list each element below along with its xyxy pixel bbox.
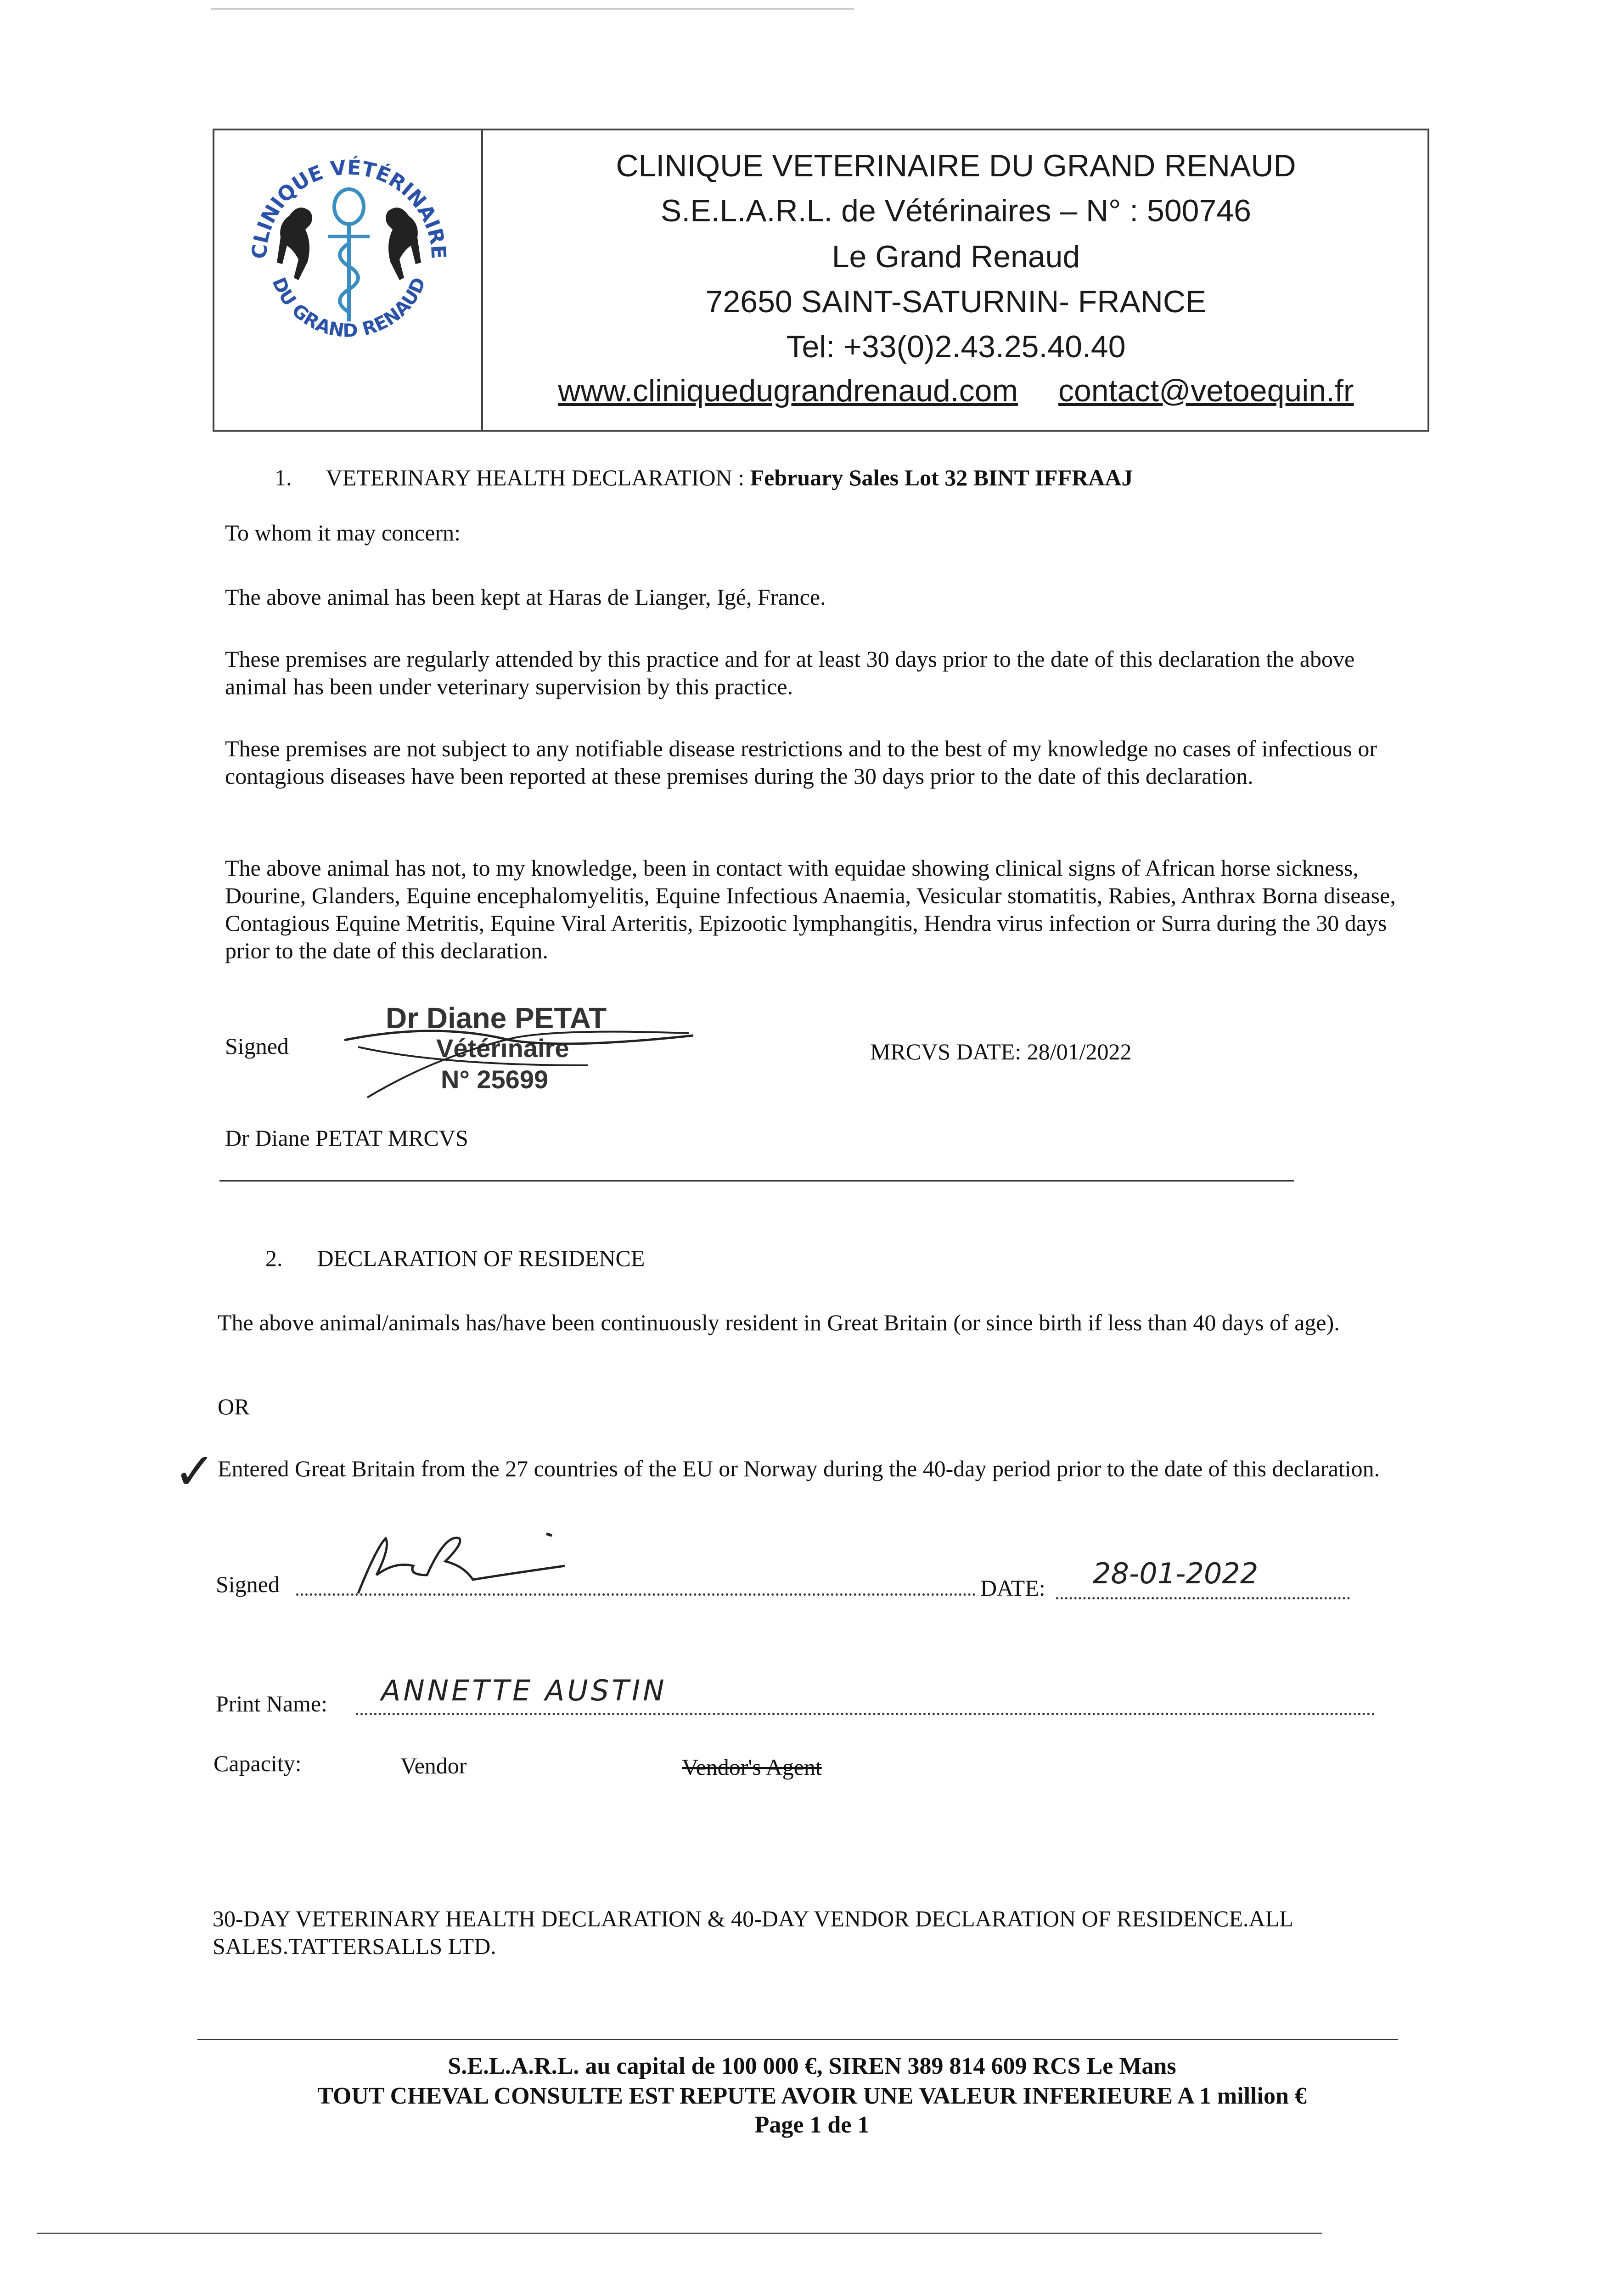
stamp-line-title: Vétérinaire — [436, 1034, 569, 1063]
print-name-field-line — [356, 1713, 1375, 1715]
logo-arc-top-text: CLINIQUE VÉTÉRINAIRE — [247, 156, 450, 260]
capacity-vendor-agent-struck: Vendor's Agent — [682, 1754, 822, 1780]
vet-signatory-name: Dr Diane PETAT MRCVS — [225, 1125, 468, 1151]
clinic-address-line1: Le Grand Renaud — [832, 239, 1080, 274]
date-field-line — [1056, 1597, 1350, 1599]
section-divider — [219, 1180, 1294, 1182]
print-name-value: ANNETTE AUSTIN — [381, 1674, 667, 1707]
stamp-line-name: Dr Diane PETAT — [386, 1002, 607, 1035]
clinic-contact-line — [483, 373, 1429, 409]
clinic-legal-number: S.E.L.A.R.L. de Vétérinaires – N° : 500746 — [661, 193, 1251, 228]
clinic-email-link[interactable]: contact@vetoequin.fr — [1058, 373, 1354, 408]
section2-title: DECLARATION OF RESIDENCE — [317, 1245, 645, 1271]
clinic-name: CLINIQUE VETERINAIRE DU GRAND RENAUD — [616, 148, 1296, 183]
rearing-horse-right-icon — [386, 208, 421, 280]
footer-company-info: S.E.L.A.R.L. au capital de 100 000 €, SIREN 389 814 609 RCS Le Mans — [448, 2053, 1176, 2079]
salutation: To whom it may concern: — [225, 520, 461, 546]
date-value: 28-01-2022 — [1093, 1557, 1259, 1590]
clinic-logo — [239, 138, 459, 377]
print-name-label: Print Name: — [216, 1691, 328, 1716]
caduceus-icon — [328, 189, 370, 321]
residence-option-1: The above animal/animals has/have been continuously resident in Great Britain (or since birth if less than 40 days of age). — [218, 1310, 1340, 1335]
section1-heading — [275, 464, 1468, 491]
paragraph-premises: The above animal has been kept at Haras de Lianger, Igé, France. — [225, 584, 826, 610]
section2-number: 2. — [265, 1245, 283, 1271]
paragraph-restrictions: These premises are not subject to any notifiable disease restrictions and to the best of my knowledge no cases of infectious or contagious diseases have been reported at these premises during the 30 days prior to the date of this declaration. — [225, 736, 1377, 789]
clinic-telephone: Tel: +33(0)2.43.25.40.40 — [786, 329, 1126, 364]
vet-signature-scribble — [340, 996, 698, 1116]
capacity-label: Capacity: — [214, 1750, 302, 1776]
rearing-horse-left-icon — [277, 208, 312, 280]
vet-stamp — [340, 996, 698, 1116]
capacity-vendor: Vendor — [400, 1753, 467, 1778]
mrcvs-date: MRCVS DATE: 28/01/2022 — [870, 1039, 1132, 1064]
footer-page-number: Page 1 de 1 — [754, 2112, 870, 2138]
section1-signed-label: Signed — [225, 1033, 289, 1059]
residence-option-2: Entered Great Britain from the 27 countries of the EU or Norway during the 40-day period prior to the date of this declaration. — [218, 1456, 1380, 1481]
stamp-line-number: N° 25699 — [441, 1065, 549, 1094]
section1-title: VETERINARY HEALTH DECLARATION : — [326, 465, 745, 490]
tick-mark-icon: ✓ — [174, 1442, 216, 1501]
scan-edge-top — [211, 8, 854, 10]
document-title: 30-DAY VETERINARY HEALTH DECLARATION & 40-DAY VENDOR DECLARATION OF RESIDENCE.ALL SALES.TATTERSALLS LTD. — [213, 1906, 1292, 1959]
section2-signed-label: Signed — [216, 1571, 280, 1597]
footer-value-notice: TOUT CHEVAL CONSULTE EST REPUTE AVOIR UNE VALEUR INFERIEURE A 1 million € — [317, 2083, 1307, 2109]
vendor-signature-scribble — [349, 1529, 588, 1603]
section1-lot: February Sales Lot 32 BINT IFFRAAJ — [750, 465, 1133, 490]
scan-edge-bottom — [37, 2233, 1322, 2234]
paragraph-supervision: These premises are regularly attended by this practice and for at least 30 days prior to the date of this declaration the above animal has been under veterinary supervision by this practice. — [225, 646, 1355, 699]
clinic-address-line2: 72650 SAINT-SATURNIN- FRANCE — [705, 284, 1207, 319]
logo-arc-bottom-text: DU GRAND RENAUD — [268, 274, 430, 342]
footer-rule — [197, 2039, 1398, 2040]
paragraph-diseases: The above animal has not, to my knowledge, been in contact with equidae showing clinical signs of African horse sickness, Dourine, Glanders, Equine encephalomyelitis, Equine Infectious Anaemia, Vesicular stomatitis, Rabies, Anthrax Borna disease, Contagious Equine Metritis, Equine Viral Arteritis, Epizootic lymphangitis, Hendra virus infection or Surra during the 30 days prior to the date of this declaration. — [225, 855, 1396, 963]
section2-date-label: DATE: — [980, 1575, 1045, 1601]
or-label: OR — [218, 1394, 250, 1419]
section1-number: 1. — [275, 465, 292, 490]
section2-heading — [265, 1244, 1459, 1272]
clinic-website-link[interactable]: www.cliniquedugrandrenaud.com — [558, 373, 1018, 408]
